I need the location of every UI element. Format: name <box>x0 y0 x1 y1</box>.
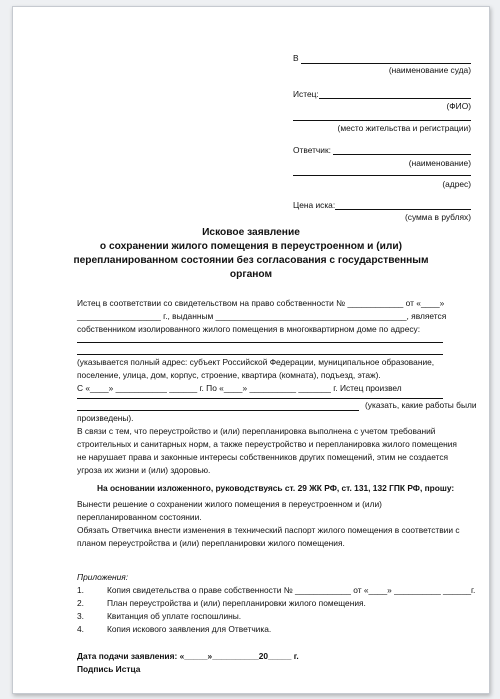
body-line-9: (указать, какие работы были <box>365 400 477 410</box>
attachment-num-4: 4. <box>77 624 84 634</box>
body-line-2: __________________ г., выданным _________________________________________, является <box>77 311 447 321</box>
submission-date-line: Дата подачи заявления: «_____»__________20_____ г. <box>77 651 299 661</box>
document-title: Исковое заявление <box>202 227 300 238</box>
defendant-address-line <box>293 175 471 176</box>
court-field-line <box>301 63 471 64</box>
defendant-field-line <box>333 154 471 155</box>
price-label: Цена иска: <box>293 200 336 210</box>
title-line-2: о сохранении жилого помещения в переустроенном и (или) <box>99 241 403 252</box>
attachment-text-2: План переустройства и (или) перепланировки жилого помещения. <box>107 598 366 608</box>
title-line-3: перепланированном состоянии без согласования с государственным <box>73 255 429 266</box>
defendant-label: Ответчик: <box>293 145 331 155</box>
body-line-3: собственником изолированного жилого помещения в многоквартирном доме по адресу: <box>77 324 421 334</box>
body-line-7: поселение, улица, дом, корпус, строение, квартира (комната), подъезд, этаж). <box>77 370 381 380</box>
plaintiff-field-line <box>319 98 471 99</box>
body-line-12: строительных и санитарных норм, а также переустройство и перепланировка жилого помещения <box>77 439 457 449</box>
request-line-2: перепланированном состоянии. <box>77 512 202 522</box>
body-line-1: Истец в соответствии со свидетельством на право собственности № ____________ от «____» <box>77 298 445 308</box>
attachment-text-3: Квитанция об уплате госпошлины. <box>107 611 242 621</box>
defendant-caption: (наименование) <box>408 158 471 168</box>
price-field-line <box>335 209 471 210</box>
plaintiff-signature-label: Подпись Истца <box>77 664 141 674</box>
works-blank-line-1 <box>77 398 443 399</box>
address-blank-line-2 <box>77 354 443 355</box>
address-blank-line-1 <box>77 342 443 343</box>
title-line-4: органом <box>229 269 273 280</box>
attachment-text-4: Копия искового заявления для Ответчика. <box>107 624 272 634</box>
attachment-num-2: 2. <box>77 598 84 608</box>
plaintiff-address-caption: (место жительства и регистрации) <box>337 123 471 133</box>
attachment-num-3: 3. <box>77 611 84 621</box>
body-line-8: С «____» ___________ ______ г. По «____» __________ _______ г. Истец произвел <box>77 383 402 393</box>
court-caption: (наименование суда) <box>388 65 471 75</box>
body-line-14: угроза их жизни и (или) здоровью. <box>77 465 211 475</box>
plaintiff-label: Истец: <box>293 89 319 99</box>
plaintiff-address-line <box>293 120 471 121</box>
attachment-num-1: 1. <box>77 585 84 595</box>
body-line-10: произведены). <box>77 413 134 423</box>
body-line-6: (указывается полный адрес: субъект Российской Федерации, муниципальное образование, <box>77 357 435 367</box>
body-line-11: В связи с тем, что переустройство и (или) перепланировка выполнена с учетом требований <box>77 426 436 436</box>
court-prefix: В <box>293 53 299 63</box>
works-blank-line-2 <box>77 410 359 411</box>
request-line-3: Обязать Ответчика внести изменения в технический паспорт жилого помещения в соответствии с <box>77 525 460 535</box>
attachments-heading: Приложения: <box>77 572 129 582</box>
attachment-text-1: Копия свидетельства о праве собственности № ____________ от «____» __________ ______г. <box>107 585 476 595</box>
price-caption: (сумма в рублях) <box>404 212 471 222</box>
basis-heading: На основании изложенного, руководствуясь ст. 29 ЖК РФ, ст. 131, 132 ГПК РФ, прошу: <box>97 483 455 493</box>
request-line-1: Вынести решение о сохранении жилого помещения в переустроенном и (или) <box>77 499 382 509</box>
body-line-13: не нарушает права и законные интересы собственников других помещений, этим не создается <box>77 452 449 462</box>
request-line-4: планом переустройства и (или) перепланировки жилого помещения. <box>77 538 345 548</box>
document-page <box>12 6 490 694</box>
defendant-address-caption: (адрес) <box>442 179 471 189</box>
plaintiff-caption: (ФИО) <box>446 101 471 111</box>
